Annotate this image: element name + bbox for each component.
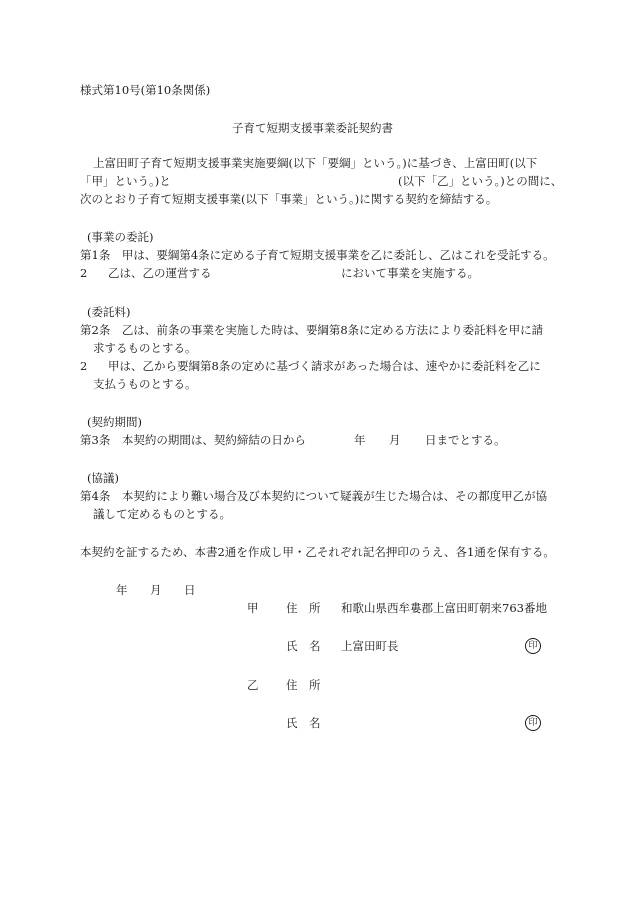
party-a-address: 和歌山県西牟婁郡上富田町朝来763番地 [341, 601, 547, 615]
article-2-paragraph-2-number: 2 [80, 359, 88, 373]
document-title: 子育て短期支援事業委託契約書 [232, 121, 393, 135]
article-1-paragraph-2b: において事業を実施する。 [341, 266, 479, 280]
article-3-paragraph-1a: 第3条 本契約の期間は、契約締結の日から [80, 433, 306, 447]
party-a-seal-mark: 印 [525, 638, 541, 654]
party-b-name-label: 氏 名 [286, 716, 321, 730]
article-1-paragraph-2-number: 2 [80, 266, 88, 280]
form-number: 様式第10号(第10条関係) [80, 83, 211, 97]
article-3-year: 年 [354, 433, 366, 447]
article-1-paragraph-1: 第1条 甲は、要綱第4条に定める子育て短期支援事業を乙に委託し、乙はこれを受託する。 [80, 248, 555, 262]
signing-date-month: 月 [150, 583, 162, 597]
signing-date-year: 年 [116, 583, 128, 597]
article-2-paragraph-2b: 支払うものとする。 [93, 377, 197, 391]
closing-statement: 本契約を証するため、本書2通を作成し甲・乙それぞれ記名押印のうえ、各1通を保有する。 [80, 545, 555, 559]
article-1-paragraph-2a: 乙は、乙の運営する [108, 266, 212, 280]
article-2-paragraph-2a: 甲は、乙から要綱第8条の定めに基づく請求があった場合は、速やかに委託料を乙に [108, 359, 541, 373]
preamble-line-2a: 「甲」という。)と [80, 174, 171, 188]
preamble-line-2b: (以下「乙」という。)との間に、 [398, 174, 563, 188]
article-4-paragraph-1b: 議して定めるものとする。 [93, 507, 231, 521]
article-3-heading: (契約期間) [87, 415, 142, 429]
article-4-paragraph-1a: 第4条 本契約により難い場合及び本契約について疑義が生じた場合は、その都度甲乙が協 [80, 489, 548, 503]
party-a-label: 甲 [247, 601, 259, 615]
party-b-seal-mark: 印 [525, 715, 541, 731]
party-b-address-label: 住 所 [286, 678, 321, 692]
preamble-line-3: 次のとおり子育て短期支援事業(以下「事業」という。)に関する契約を締結する。 [80, 192, 498, 206]
article-4-heading: (協議) [87, 471, 119, 485]
article-3-month: 月 [389, 433, 401, 447]
party-b-label: 乙 [247, 678, 259, 692]
article-2-paragraph-1b: 求するものとする。 [93, 341, 197, 355]
article-1-heading: (事業の委託) [87, 230, 154, 244]
signing-date-day: 日 [184, 583, 196, 597]
preamble-line-1: 上富田町子育て短期支援事業実施要綱(以下「要綱」という。)に基づき、上富田町(以下 [93, 156, 538, 170]
article-3-paragraph-1b: 日までとする。 [425, 433, 506, 447]
party-a-name: 上富田町長 [341, 639, 399, 653]
party-a-name-label: 氏 名 [286, 639, 321, 653]
article-2-heading: (委託料) [87, 305, 131, 319]
party-a-address-label: 住 所 [286, 601, 321, 615]
article-2-paragraph-1a: 第2条 乙は、前条の事業を実施した時は、要綱第8条に定める方法により委託料を甲に請 [80, 323, 544, 337]
